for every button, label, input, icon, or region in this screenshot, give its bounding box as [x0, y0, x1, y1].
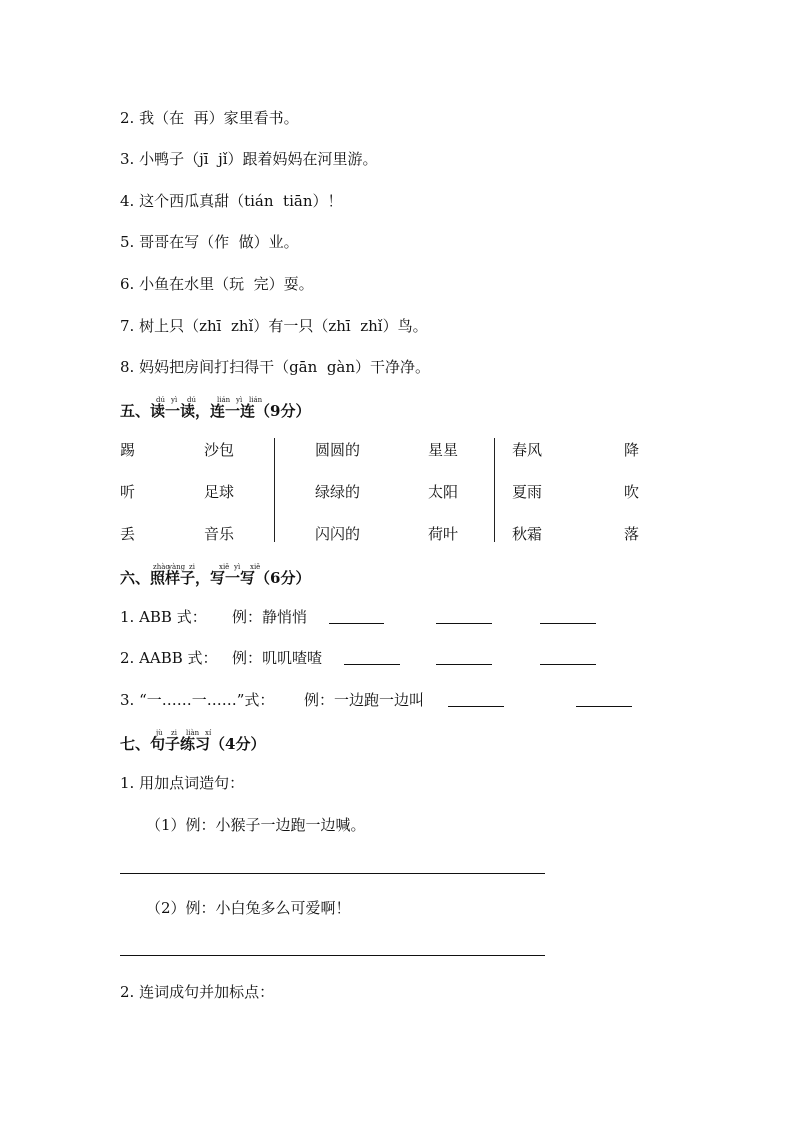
abb-example: 例：静悄悄 — [232, 608, 308, 626]
adjective-cell: 绿绿的 — [315, 483, 361, 501]
question-6: 6. 小鱼在水里（玩 完）耍。 — [120, 275, 314, 293]
pinyin-yi: yì — [171, 396, 178, 404]
adjective-cell: 闪闪的 — [315, 525, 361, 543]
section-6-title: 六、照样子，写一写（6分） — [120, 569, 311, 587]
question-4: 4. 这个西瓜真甜（tián tiān）！ — [120, 192, 343, 210]
noun-cell: 足球 — [204, 483, 235, 501]
pinyin-xie: xiě — [219, 563, 230, 571]
pinyin-ju: jù — [156, 729, 163, 737]
object-cell: 太阳 — [428, 483, 459, 501]
verb-cell: 丢 — [120, 525, 136, 543]
answer-line-2[interactable] — [120, 955, 545, 956]
pinyin-lian-2: lián — [249, 396, 263, 404]
pinyin-yi-2: yì — [236, 396, 243, 404]
sentence-question-2: 2. 连词成句并加标点： — [120, 983, 275, 1001]
pinyin-du: dú — [156, 396, 165, 404]
pinyin-yang: yàng — [168, 563, 186, 571]
pinyin-zi-2: zi — [171, 729, 177, 737]
question-8: 8. 妈妈把房间打扫得干（gān gàn）干净净。 — [120, 358, 431, 376]
question-5: 5. 哥哥在写（作 做）业。 — [120, 233, 299, 251]
season-cell: 春风 — [512, 441, 543, 459]
noun-cell: 音乐 — [204, 525, 235, 543]
pinyin-lian-3: liàn — [186, 729, 200, 737]
action-cell: 落 — [624, 525, 640, 543]
answer-line-1[interactable] — [120, 873, 545, 874]
aabb-blank-1[interactable] — [344, 664, 400, 665]
pinyin-yi-3: yì — [234, 563, 241, 571]
column-divider — [274, 438, 275, 542]
abb-blank-3[interactable] — [540, 623, 596, 624]
pinyin-xi: xí — [205, 729, 212, 737]
sentence-example-2: （2）例：小白兔多么可爱啊！ — [146, 899, 351, 917]
adjective-cell: 圆圆的 — [315, 441, 361, 459]
yi-yi-label: 3. “一……一……”式： — [120, 691, 275, 709]
object-cell: 荷叶 — [428, 525, 459, 543]
noun-cell: 沙包 — [204, 441, 235, 459]
aabb-example: 例：叽叽喳喳 — [232, 649, 323, 667]
yi-yi-example: 例：一边跑一边叫 — [304, 691, 425, 709]
yi-yi-blank-1[interactable] — [448, 706, 504, 707]
aabb-label: 2. AABB 式： — [120, 649, 218, 667]
verb-cell: 听 — [120, 483, 136, 501]
verb-cell: 踢 — [120, 441, 136, 459]
section-5-title: 五、读一读，连一连（9分） — [120, 402, 311, 420]
pinyin-xie-2: xiě — [250, 563, 261, 571]
pinyin-zi: zi — [189, 563, 195, 571]
action-cell: 吹 — [624, 483, 640, 501]
question-3: 3. 小鸭子（jī jǐ）跟着妈妈在河里游。 — [120, 150, 378, 168]
column-divider — [494, 438, 495, 542]
question-7: 7. 树上只（zhī zhǐ）有一只（zhī zhǐ）鸟。 — [120, 317, 428, 335]
sentence-question-1: 1. 用加点词造句： — [120, 774, 245, 792]
pinyin-du-2: dú — [187, 396, 196, 404]
pinyin-zhao: zhào — [153, 563, 170, 571]
season-cell: 秋霜 — [512, 525, 543, 543]
abb-blank-1[interactable] — [329, 623, 384, 624]
section-7-title: 七、句子练习（4分） — [120, 735, 266, 753]
abb-blank-2[interactable] — [436, 623, 492, 624]
abb-label: 1. ABB 式： — [120, 608, 207, 626]
object-cell: 星星 — [428, 441, 459, 459]
aabb-blank-2[interactable] — [436, 664, 492, 665]
season-cell: 夏雨 — [512, 483, 543, 501]
aabb-blank-3[interactable] — [540, 664, 596, 665]
question-2: 2. 我（在 再）家里看书。 — [120, 109, 299, 127]
pinyin-lian: lián — [217, 396, 231, 404]
sentence-example-1: （1）例：小猴子一边跑一边喊。 — [146, 816, 366, 834]
yi-yi-blank-2[interactable] — [576, 706, 632, 707]
action-cell: 降 — [624, 441, 640, 459]
